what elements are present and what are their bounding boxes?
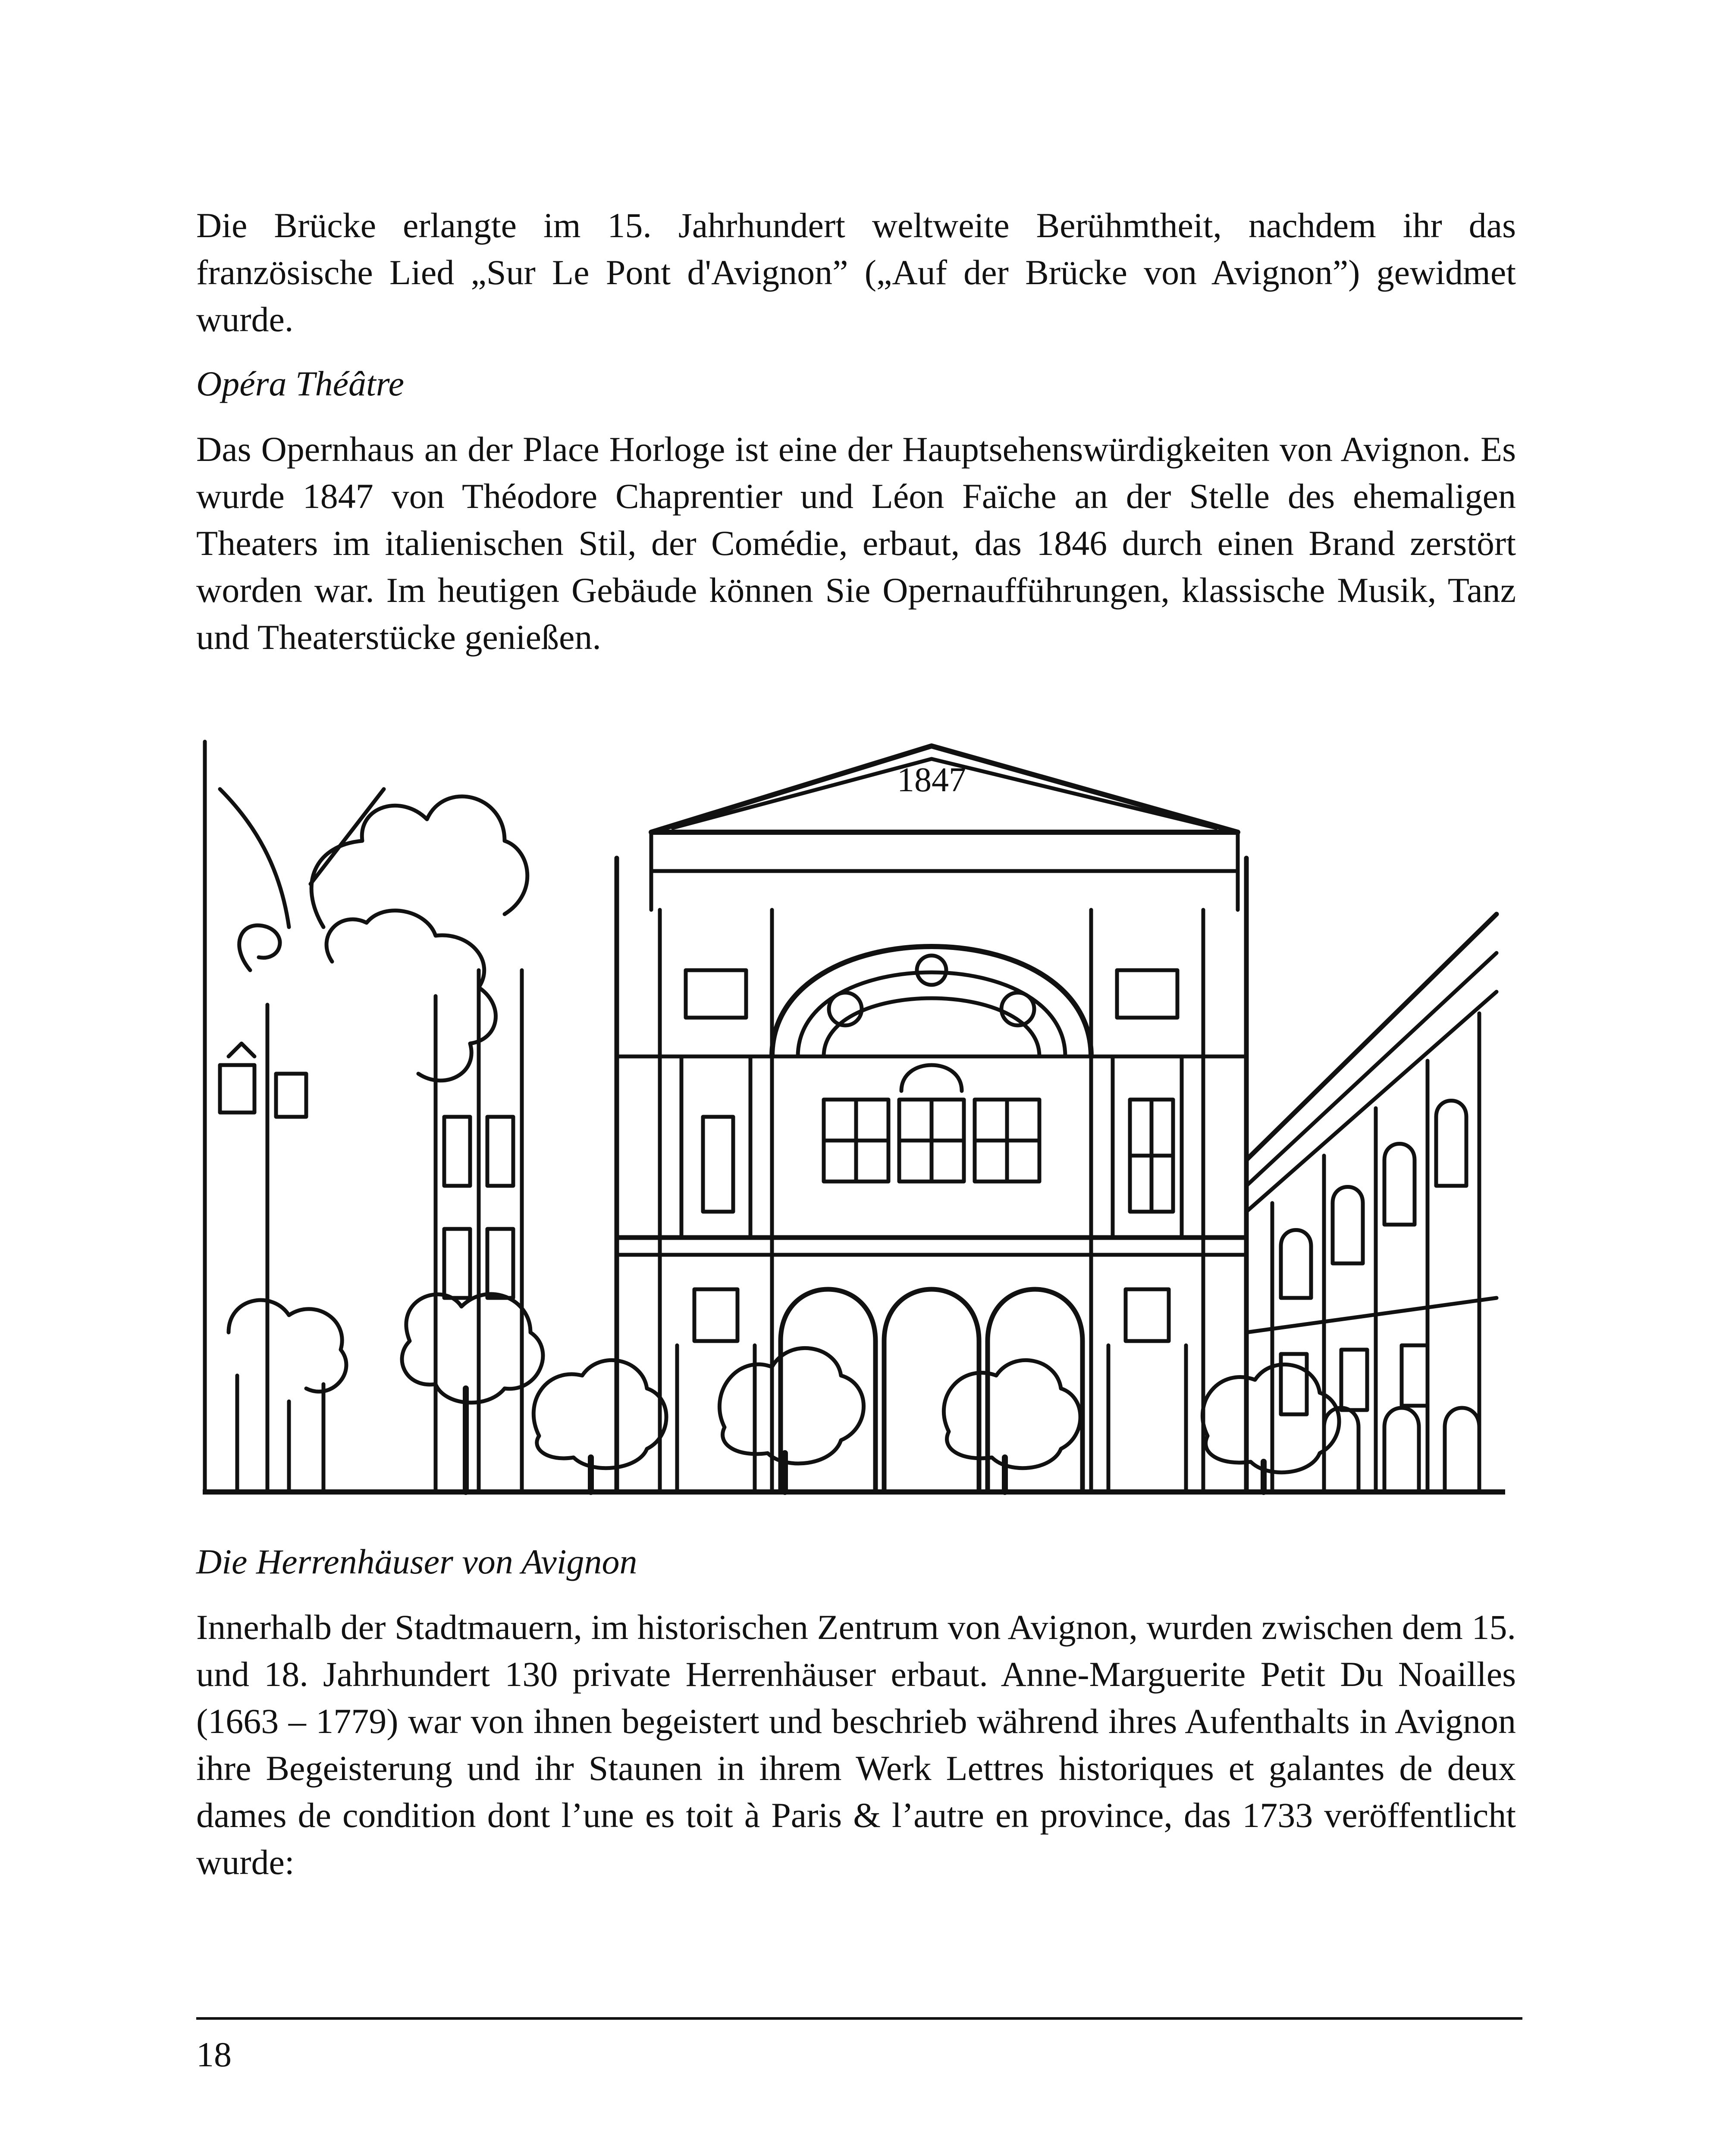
footer-rule bbox=[196, 2017, 1522, 2020]
paragraph-bridge: Die Brücke erlangte im 15. Jahrhundert weltweite Berühmtheit, nachdem ihr das französische Lied „Sur Le Pont d'Avignon” („Auf der Brücke von Avignon”) gewidmet wurde. bbox=[196, 206, 1516, 339]
opera-theatre-illustration bbox=[203, 729, 1505, 1514]
paragraph-opera: Das Opernhaus an der Place Horloge ist eine der Hauptsehenswürdigkeiten von Avignon. Es wurde 1847 von Théodore Chaprentier und Léon Faïche an der Stelle des ehemaligen Theaters im italienischen Stil, der Comédie, erbaut, das 1846 durch einen Brand zerstört worden war. Im heutigen Gebäude können Sie Opernaufführungen, klassische Musik, Tanz und Theaterstücke genießen. bbox=[196, 429, 1516, 657]
heading-opera-theatre: Opéra Théâtre bbox=[196, 364, 405, 403]
heading-herrenhaeuser: Die Herrenhäuser von Avignon bbox=[196, 1542, 637, 1581]
paragraph-herrenhaeuser: Innerhalb der Stadtmauern, im historischen Zentrum von Avignon, wurden zwischen dem 15. und 18. Jahrhundert 130 private Herrenhäuser erbaut. Anne-Marguerite Petit Du Noailles (1663 – 1779) war von ihnen begeistert und beschrieb während ihres Aufenthalts in Avignon ihre Begeisterung und ihr Staunen in ihrem Werk Lettres historiques et galantes de deux dames de condition dont l’une es toit à Paris & l’autre en province, das 1733 veröffentlicht wurde: bbox=[196, 1608, 1516, 1882]
pediment-text: 1847 bbox=[897, 761, 966, 799]
page-number: 18 bbox=[196, 2035, 232, 2074]
